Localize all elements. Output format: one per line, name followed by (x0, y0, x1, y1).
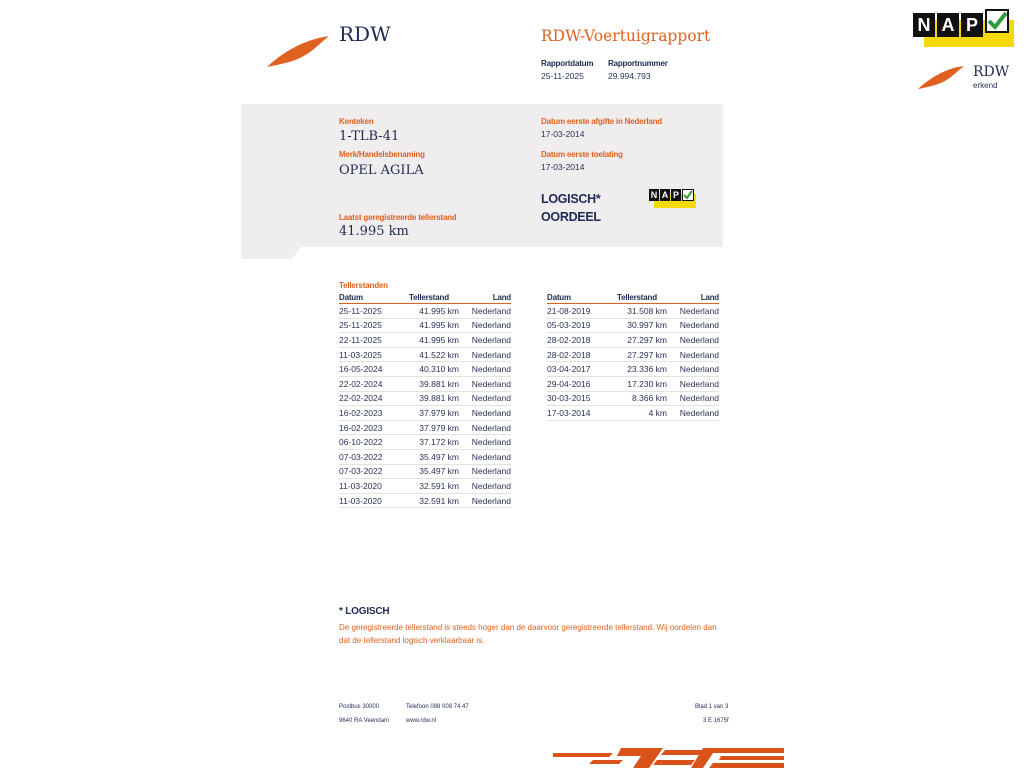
cell-date: 22-02-2024 (339, 391, 409, 406)
rdw-feather-icon (265, 34, 331, 68)
table-header-row (547, 292, 719, 304)
cell-date: 05-03-2019 (547, 318, 617, 333)
cell-odometer: 27.297 km (617, 347, 667, 362)
vehicle-info-band-tail (241, 247, 301, 259)
cell-date: 25-11-2025 (339, 318, 409, 333)
cell-date: 16-02-2023 (339, 406, 409, 421)
footer-web[interactable]: www.rdw.nl (406, 718, 437, 724)
cell-odometer: 41.995 km (409, 333, 459, 348)
table-row (547, 304, 719, 319)
cell-country: Nederland (667, 406, 719, 421)
cell-odometer: 27.297 km (617, 333, 667, 348)
rdw-feather-icon (916, 64, 966, 90)
last-odo-label: Laatst geregistreerde tellerstand (339, 213, 457, 222)
cell-country: Nederland (459, 493, 511, 508)
table-row (547, 333, 719, 348)
cell-date: 28-02-2018 (547, 347, 617, 362)
footnote-title: * LOGISCH (339, 606, 390, 617)
first-nl-value: 17-03-2014 (541, 129, 585, 139)
cell-date: 11-03-2020 (339, 493, 409, 508)
cell-date: 07-03-2022 (339, 464, 409, 479)
cell-country: Nederland (459, 304, 511, 319)
report-number-label: Rapportnummer (608, 59, 668, 68)
nap-logo-small (649, 189, 697, 209)
table-row (339, 493, 511, 508)
cell-country: Nederland (459, 318, 511, 333)
cell-country: Nederland (459, 420, 511, 435)
odometer-table-right (547, 292, 719, 421)
footer-city: 9640 RA Veendam (339, 718, 390, 724)
col-odometer: Tellerstand (409, 292, 459, 304)
footnote-text-line1: De geregistreerde tellerstand is steeds hoger dan de daarvoor geregistreerde tellerstand. Wij oordelen dan (339, 623, 717, 632)
cell-odometer: 37.979 km (409, 406, 459, 421)
table-row (339, 420, 511, 435)
cell-odometer: 23.336 km (617, 362, 667, 377)
table-row (339, 406, 511, 421)
cell-date: 25-11-2025 (339, 304, 409, 319)
cell-odometer: 4 km (617, 406, 667, 421)
cell-odometer: 41.522 km (409, 347, 459, 362)
cell-date: 06-10-2022 (339, 435, 409, 450)
table-row (339, 464, 511, 479)
verdict-line1: LOGISCH* (541, 192, 601, 206)
cell-country: Nederland (667, 304, 719, 319)
cell-country: Nederland (459, 406, 511, 421)
cell-date: 17-03-2014 (547, 406, 617, 421)
cell-date: 28-02-2018 (547, 333, 617, 348)
col-date: Datum (339, 292, 409, 304)
table-row (339, 391, 511, 406)
cell-country: Nederland (459, 362, 511, 377)
footer-postbus: Postbus 30000 (339, 704, 380, 710)
cell-odometer: 37.979 km (409, 420, 459, 435)
cell-country: Nederland (459, 391, 511, 406)
rdw-erkend-sub: erkend (973, 81, 998, 90)
cell-country: Nederland (667, 333, 719, 348)
footer-code: 3 E 1675f (703, 718, 729, 724)
table-row (547, 347, 719, 362)
cell-date: 22-02-2024 (339, 376, 409, 391)
make-label: Merk/Handelsbenaming (339, 150, 425, 159)
cell-country: Nederland (667, 362, 719, 377)
nap-small-letter-p: P (672, 190, 679, 200)
odometer-section-title: Tellerstanden (339, 281, 388, 290)
table-row (339, 376, 511, 391)
nap-small-letter-n: N (650, 190, 658, 200)
cell-country: Nederland (459, 464, 511, 479)
footer-page: Blad 1 van 3 (695, 704, 729, 710)
rdw-erkend-logo (916, 62, 1016, 92)
report-title: RDW-Voertuigrapport (541, 27, 711, 45)
cell-odometer: 39.881 km (409, 376, 459, 391)
cell-country: Nederland (459, 479, 511, 494)
first-admission-value: 17-03-2014 (541, 162, 585, 172)
table-row (339, 362, 511, 377)
cell-odometer: 17.230 km (617, 376, 667, 391)
cell-odometer: 35.497 km (409, 464, 459, 479)
table-row (339, 318, 511, 333)
cell-odometer: 32.591 km (409, 479, 459, 494)
cell-date: 07-03-2022 (339, 449, 409, 464)
table-row (547, 391, 719, 406)
col-country: Land (459, 292, 511, 304)
table-header-row (339, 292, 511, 304)
cell-odometer: 31.508 km (617, 304, 667, 319)
cell-odometer: 41.995 km (409, 304, 459, 319)
footer-phone: Telefoon 088 008 74 47 (406, 704, 469, 710)
cell-country: Nederland (459, 347, 511, 362)
table-row (339, 435, 511, 450)
cell-odometer: 30.997 km (617, 318, 667, 333)
cell-date: 03-04-2017 (547, 362, 617, 377)
make-value: OPEL AGILA (339, 163, 424, 178)
cell-country: Nederland (667, 376, 719, 391)
nap-letter-n: N (913, 13, 935, 37)
cell-odometer: 39.881 km (409, 391, 459, 406)
col-date: Datum (547, 292, 617, 304)
cell-country: Nederland (459, 449, 511, 464)
cell-date: 29-04-2016 (547, 376, 617, 391)
cell-date: 16-02-2023 (339, 420, 409, 435)
last-odo-value: 41.995 km (339, 224, 409, 239)
plate-label: Kenteken (339, 117, 374, 126)
col-odometer: Tellerstand (617, 292, 667, 304)
table-row (339, 333, 511, 348)
table-row (547, 406, 719, 421)
nap-letter-a: A (937, 13, 959, 37)
cell-odometer: 40.310 km (409, 362, 459, 377)
cell-date: 22-11-2025 (339, 333, 409, 348)
table-row (339, 449, 511, 464)
col-country: Land (667, 292, 719, 304)
nap-small-letter-a: A (661, 190, 669, 200)
first-admission-label: Datum eerste toelating (541, 150, 623, 159)
nap-small-check-icon (682, 189, 694, 201)
cell-country: Nederland (667, 318, 719, 333)
cell-date: 30-03-2015 (547, 391, 617, 406)
cell-country: Nederland (459, 435, 511, 450)
cell-country: Nederland (459, 333, 511, 348)
rdw-brand: RDW (339, 22, 391, 46)
table-row (339, 479, 511, 494)
decorative-stripes-graphic (553, 748, 784, 768)
table-row (547, 318, 719, 333)
table-row (339, 347, 511, 362)
verdict-line2: OORDEEL (541, 210, 601, 224)
plate-value: 1-TLB-41 (339, 129, 400, 144)
table-row (547, 376, 719, 391)
cell-date: 11-03-2025 (339, 347, 409, 362)
cell-date: 21-08-2019 (547, 304, 617, 319)
first-nl-label: Datum eerste afgifte in Nederland (541, 117, 662, 126)
rdw-erkend-brand: RDW (973, 64, 1010, 80)
cell-odometer: 37.172 km (409, 435, 459, 450)
table-row (547, 362, 719, 377)
report-number: 29.994.793 (608, 71, 651, 81)
table-row (339, 304, 511, 319)
cell-odometer: 32.591 km (409, 493, 459, 508)
cell-odometer: 41.995 km (409, 318, 459, 333)
cell-odometer: 8.366 km (617, 391, 667, 406)
cell-country: Nederland (667, 391, 719, 406)
cell-date: 11-03-2020 (339, 479, 409, 494)
cell-country: Nederland (459, 376, 511, 391)
odometer-table-left (339, 292, 511, 508)
cell-odometer: 35.497 km (409, 449, 459, 464)
cell-country: Nederland (667, 347, 719, 362)
nap-logo (913, 9, 1015, 49)
nap-check-icon (985, 9, 1009, 33)
cell-date: 16-05-2024 (339, 362, 409, 377)
nap-letter-p: P (961, 13, 983, 37)
report-date-label: Rapportdatum (541, 59, 594, 68)
footnote-text-line2: dat de tellerstand logisch verklaarbaar is. (339, 636, 485, 645)
report-date: 25-11-2025 (541, 71, 584, 81)
